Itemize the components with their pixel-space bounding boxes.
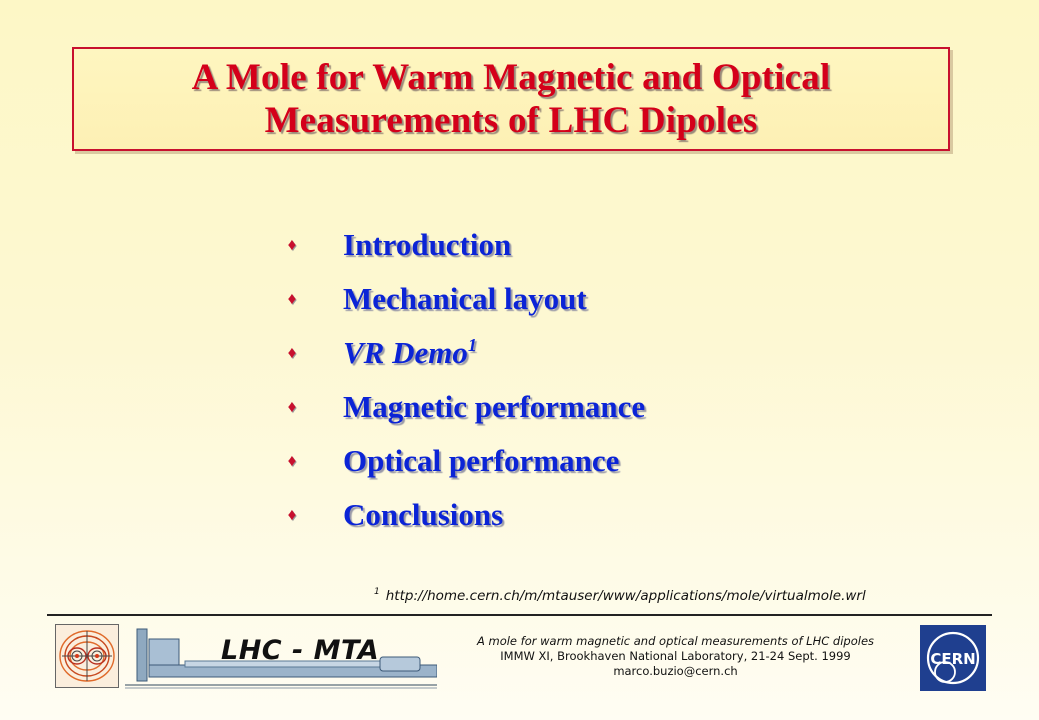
- agenda-item: [285, 380, 645, 434]
- agenda-item-label: VR Demo: [343, 335, 468, 370]
- footnote-mark: 1: [374, 587, 380, 597]
- footnote: [374, 587, 866, 604]
- slide-title-box: [72, 47, 950, 151]
- footnote-link[interactable]: http://home.cern.ch/m/mtauser/www/applications/mole/virtualmole.wrl: [385, 588, 866, 604]
- footer-conference: IMMW XI, Brookhaven National Laboratory, 21-24 Sept. 1999: [500, 649, 851, 663]
- slide-title-line-2: Measurements of LHC Dipoles: [264, 100, 758, 141]
- agenda-list: [285, 218, 645, 542]
- mta-logo-text: LHC - MTA: [221, 635, 380, 666]
- agenda-item-label: Introduction: [343, 227, 512, 262]
- footer-email: marco.buzio@cern.ch: [613, 664, 738, 678]
- footnote-reference: 1: [467, 335, 477, 355]
- agenda-item-vr-demo: [343, 335, 477, 371]
- diamond-icon: ♦: [287, 289, 297, 308]
- agenda-item: [285, 326, 645, 380]
- diamond-icon: ♦: [287, 343, 297, 362]
- cern-logo-text: CERN: [930, 650, 976, 668]
- agenda-item-label: Optical performance: [343, 443, 620, 478]
- footer-info: [448, 634, 903, 679]
- footer-talk-title: A mole for warm magnetic and optical measurements of LHC dipoles: [476, 634, 875, 648]
- agenda-item-label: Magnetic performance: [343, 389, 646, 424]
- dipole-field-icon: [55, 624, 119, 688]
- agenda-item-label: Mechanical layout: [343, 281, 587, 316]
- agenda-item: [285, 218, 645, 272]
- slide-title-line-1: A Mole for Warm Magnetic and Optical: [191, 57, 831, 98]
- agenda-item: [285, 434, 645, 488]
- agenda-item-label: Conclusions: [343, 497, 504, 532]
- diamond-icon: ♦: [287, 505, 297, 524]
- cern-logo-icon: [919, 624, 987, 692]
- footer-divider: [47, 614, 992, 616]
- agenda-item: [285, 272, 645, 326]
- agenda-item: [285, 488, 645, 542]
- diamond-icon: ♦: [287, 397, 297, 416]
- mole-device-icon: [125, 621, 437, 691]
- diamond-icon: ♦: [287, 451, 297, 470]
- diamond-icon: ♦: [287, 235, 297, 254]
